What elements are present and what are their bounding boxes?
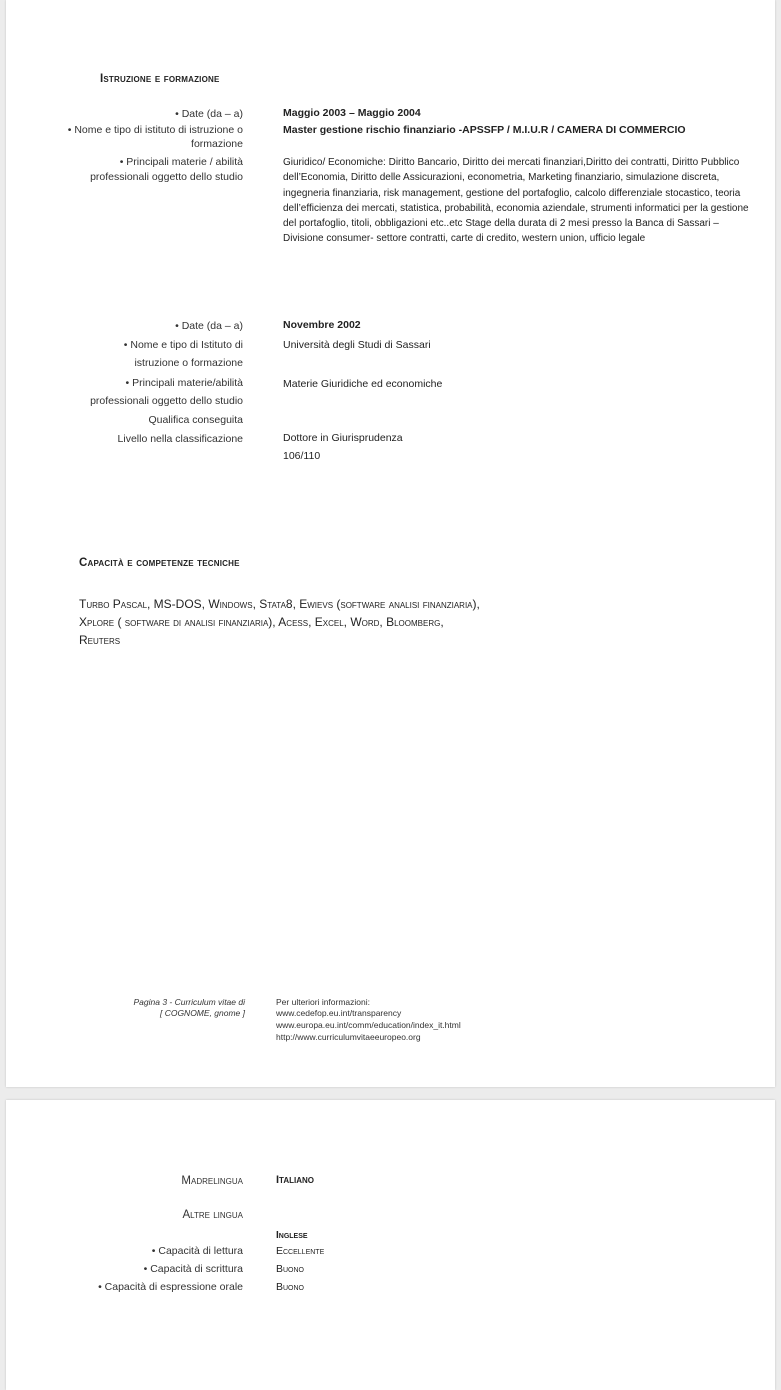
value-lingua-inglese: Inglese	[276, 1230, 308, 1241]
value-madrelingua: Italiano	[276, 1174, 315, 1186]
label-materie-1-line2: professionali oggetto dello studio	[90, 171, 243, 183]
label-istituto-1-line2: formazione	[191, 138, 243, 150]
value-qualifica: Dottore in Giurisprudenza	[283, 432, 403, 444]
value-livello: 106/110	[283, 450, 321, 462]
label-istituto-2-line2: istruzione o formazione	[134, 357, 243, 369]
value-materie-2: Materie Giuridiche ed economiche	[283, 378, 443, 390]
label-date-1: • Date (da – a)	[175, 108, 243, 120]
value-istituto-1: Master gestione rischio finanziario -APSSFP / M.I.U.R / CAMERA DI COMMERCIO	[283, 124, 686, 136]
cv-page-4	[6, 1100, 775, 1390]
label-qualifica: Qualifica conseguita	[148, 414, 243, 426]
section-heading-capacita: Capacità e competenze tecniche	[79, 557, 240, 569]
label-scrittura: • Capacità di scrittura	[143, 1263, 243, 1275]
value-scrittura: Buono	[276, 1263, 305, 1275]
footer-link-europa[interactable]: www.europa.eu.int/comm/education/index_it.html	[276, 1020, 461, 1030]
label-materie-2-line2: professionali oggetto dello studio	[90, 395, 243, 407]
label-istituto-2-line1: • Nome e tipo di Istituto di	[123, 339, 243, 351]
value-lettura: Eccellente	[276, 1245, 325, 1257]
footer-link-cedefop[interactable]: www.cedefop.eu.int/transparency	[276, 1008, 402, 1018]
label-date-2: • Date (da – a)	[175, 320, 243, 332]
label-altre-lingua: Altre lingua	[182, 1209, 243, 1221]
skills-line-3: Reuters	[79, 633, 121, 647]
label-materie-2-line1: • Principali materie/abilità	[125, 377, 243, 389]
value-orale: Buono	[276, 1281, 305, 1293]
section-heading-istruzione: Istruzione e formazione	[100, 73, 220, 85]
cv-page-3	[6, 0, 775, 1087]
skills-line-2: Xplore ( software di analisi finanziaria), Acess, Excel, Word, Bloomberg,	[79, 615, 444, 629]
label-istituto-1-line1: • Nome e tipo di istituto di istruzione o	[67, 124, 243, 136]
label-materie-1-line1: • Principali materie / abilità	[119, 156, 243, 168]
footer-info-heading: Per ulteriori informazioni:	[276, 997, 371, 1007]
skills-line-1: Turbo Pascal, MS-DOS, Windows, Stata8, Ewievs (software analisi finanziaria),	[79, 597, 480, 611]
footer-page-label: Pagina 3 - Curriculum vitae di	[133, 997, 245, 1007]
label-livello: Livello nella classificazione	[117, 433, 243, 445]
value-date-2: Novembre 2002	[283, 319, 361, 331]
label-madrelingua: Madrelingua	[181, 1175, 243, 1187]
value-date-1: Maggio 2003 – Maggio 2004	[283, 107, 421, 119]
value-materie-1: Giuridico/ Economiche: Diritto Bancario, Diritto dei mercati finanziari,Diritto dei contratti, Diritto Pubblico dell’Economia, Diritto delle Assicurazioni, econometria, Marketing finanziario, simulazione discreta, ingegneria finanziaria, risk management, gestione del portafoglio, calcolo differenziale stocastico, teoria dell’efficienza dei mercati, statistica, probabilità, economia aziendale, strumenti informatici per la gestione del portafoglio, titoli, obbligazioni etc..etc Stage della durata di 2 mesi presso la Banca di Sassari –Divisione consumer- settore contratti, carte di credito, western union, ufficio legale	[283, 157, 749, 245]
label-lettura: • Capacità di lettura	[151, 1245, 243, 1257]
footer-link-curriculum[interactable]: http://www.curriculumvitaeeuropeo.org	[276, 1032, 421, 1042]
value-istituto-2: Università degli Studi di Sassari	[283, 339, 431, 351]
footer-name-placeholder: [ COGNOME, gnome ]	[159, 1008, 245, 1018]
label-orale: • Capacità di espressione orale	[98, 1281, 243, 1293]
